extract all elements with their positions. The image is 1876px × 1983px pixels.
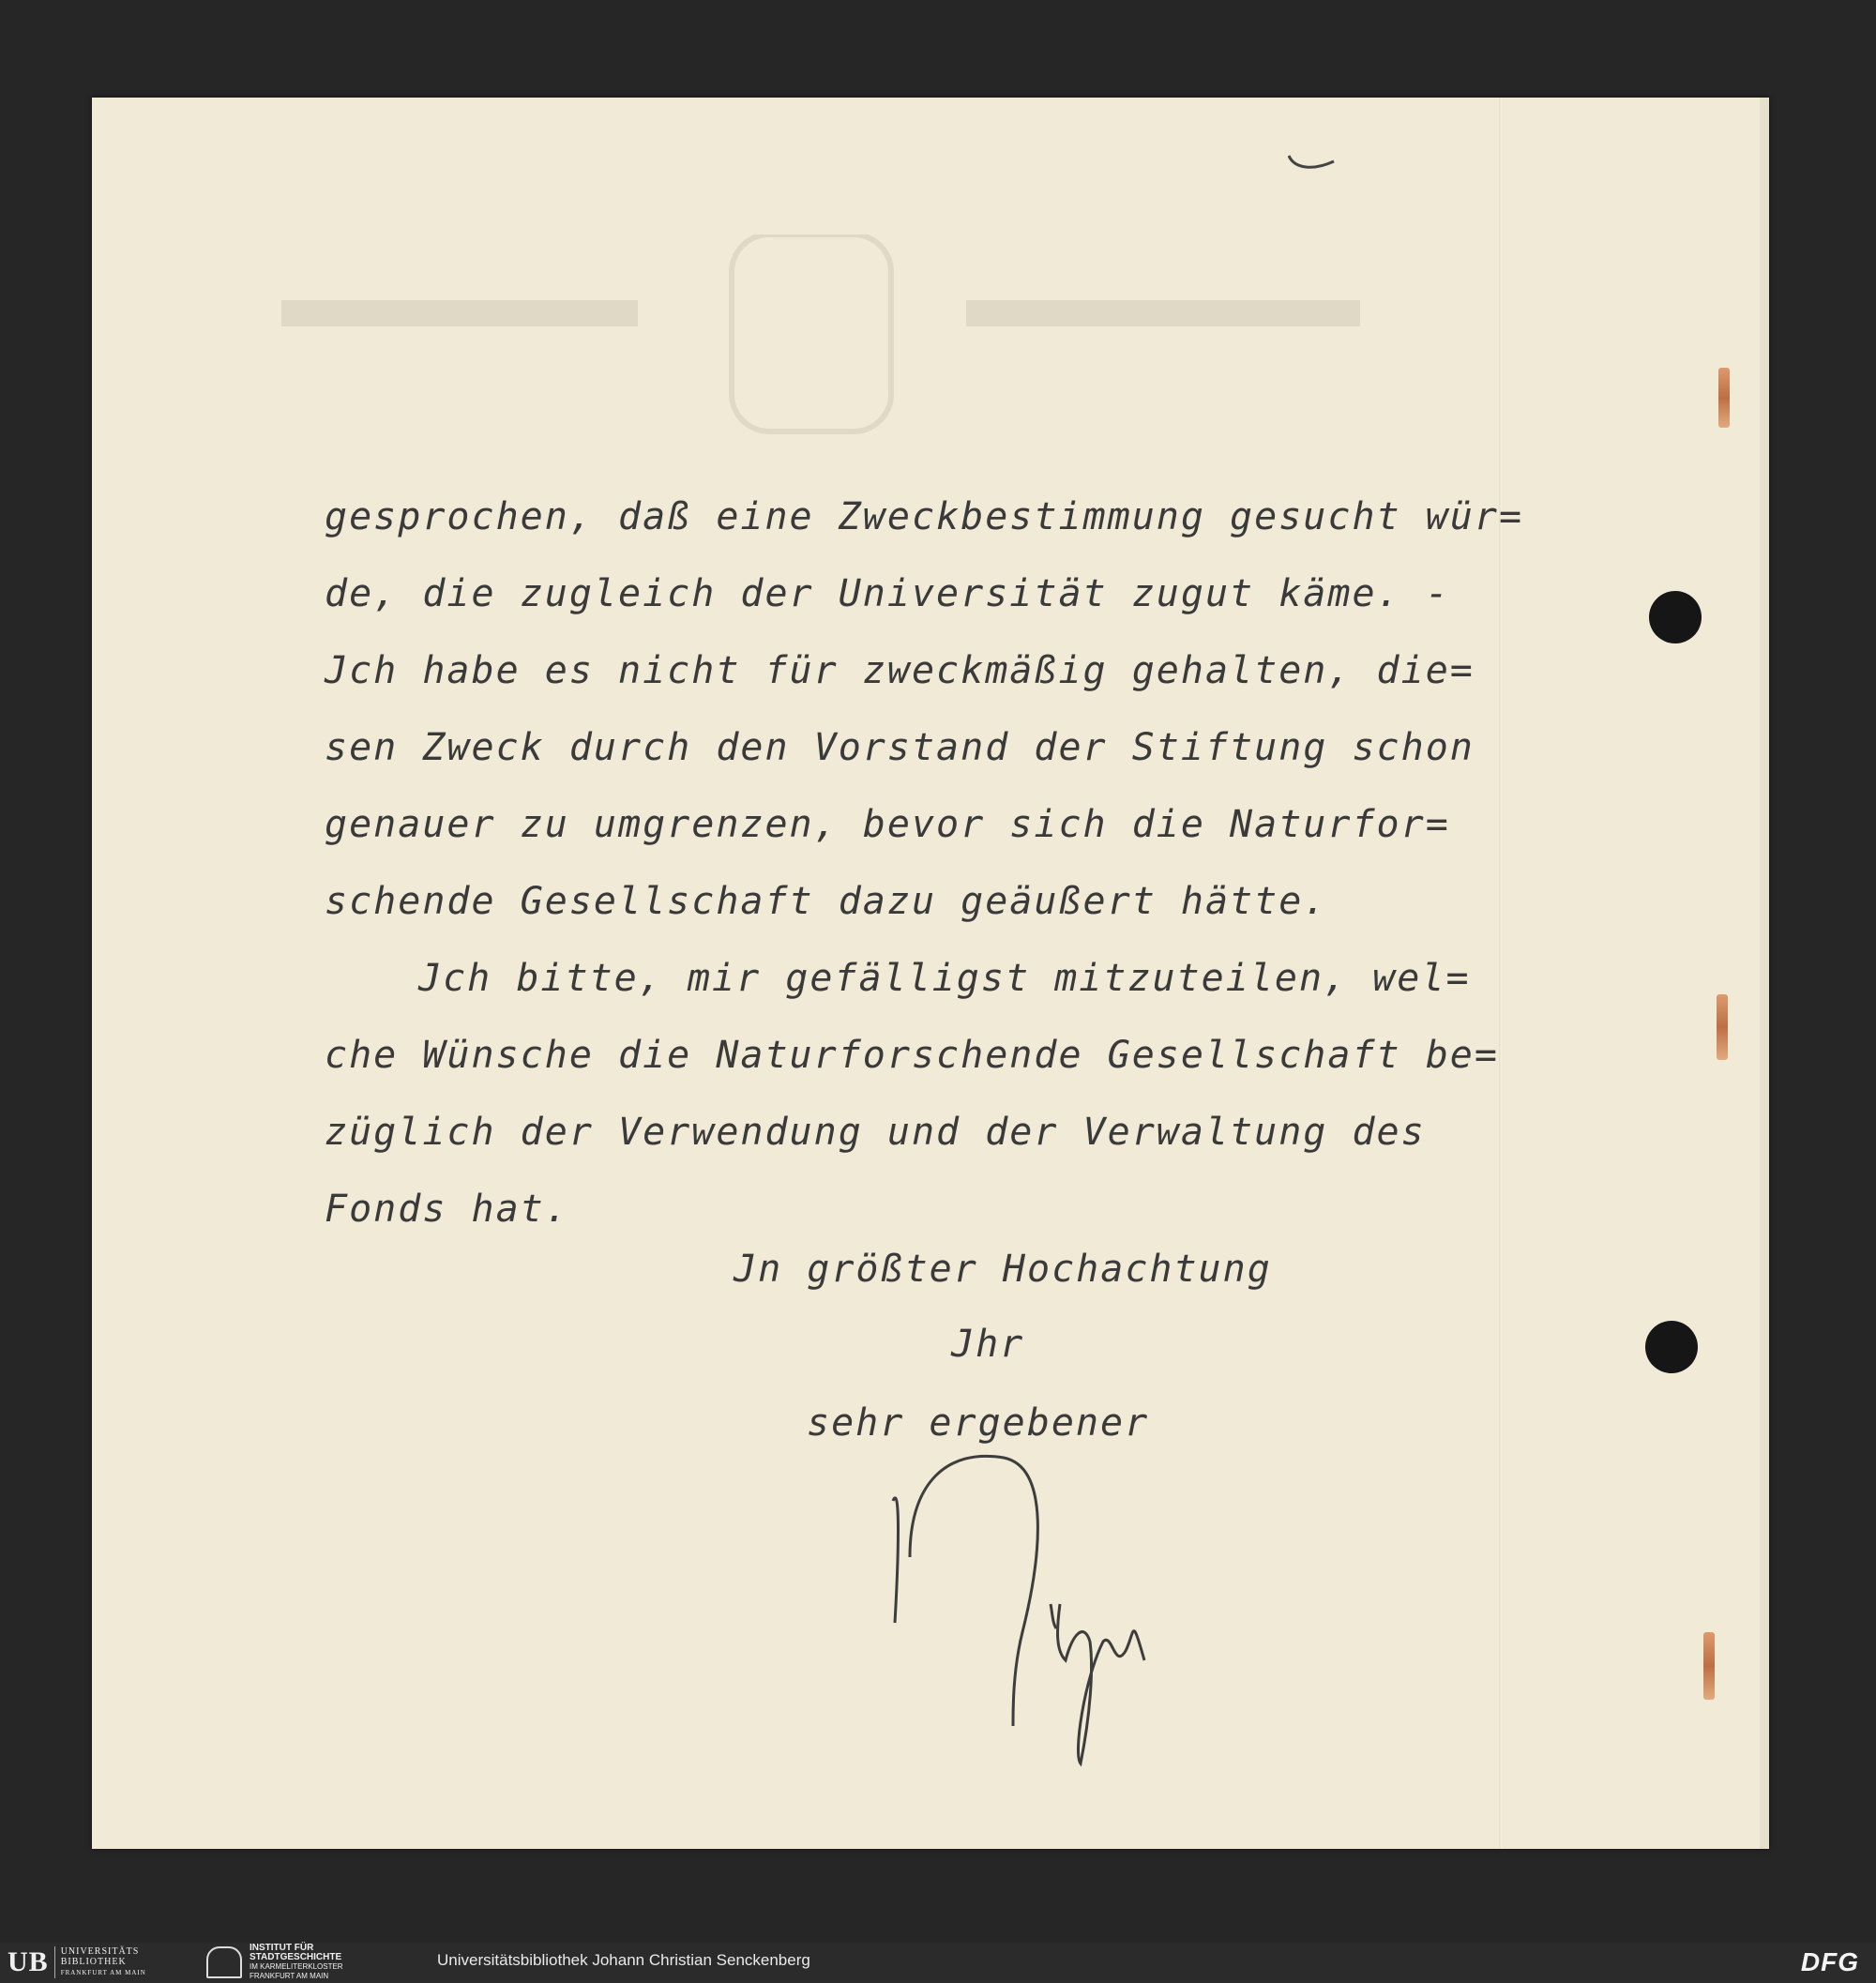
pencil-mark [1285,150,1341,182]
institute-logo [206,1943,343,1980]
letter-line: genauer zu umgrenzen, bevor sich die Naturfor= [325,803,1450,846]
institute-logo-line: IM KARMELITERKLOSTER [250,1962,343,1971]
handwritten-signature [872,1445,1172,1786]
letter-line: Jch bitte, mir gefälligst mitzuteilen, wel= [418,957,1471,1000]
ub-logo-line: BIBLIOTHEK [60,1957,127,1967]
closing-greeting: Jn größter Hochachtung [734,1248,1272,1291]
letter-body [325,478,1525,1248]
ub-logo [8,1947,146,1977]
page-edge [1760,98,1769,1849]
dfg-logo: DFG [1800,1947,1859,1976]
letter-line: de, die zugleich der Universität zugut käme. - [325,572,1450,615]
letter-line: sen Zweck durch den Vorstand der Stiftung schon [325,726,1475,769]
institute-logo-line: FRANKFURT AM MAIN [250,1972,329,1980]
institute-logo-line: INSTITUT FÜR [250,1943,314,1953]
punch-hole-upper [1649,591,1702,643]
letter-line: Fonds hat. [325,1188,569,1231]
ub-logo-line: FRANKFURT AM MAIN [60,1969,146,1976]
rust-stain [1718,368,1730,428]
closing-pronoun: Jhr [951,1323,1025,1366]
closing-signoff: sehr ergebener [807,1401,1150,1445]
letter-line: gesprochen, daß eine Zweckbestimmung gesucht wür= [325,495,1524,538]
letterhead-shadow [281,235,1454,441]
institute-logo-text [250,1944,343,1981]
institute-logo-icon [206,1946,242,1978]
letter-line: züglich der Verwendung und der Verwaltung des [325,1111,1426,1154]
ub-logo-line: UNIVERSITÄTS [60,1946,140,1957]
letter-line: che Wünsche die Naturforschende Gesellschaft be= [325,1034,1499,1077]
footer-bar [0,1942,1876,1983]
ub-logo-mark: UB [8,1946,49,1977]
letter-line: schende Gesellschaft dazu geäußert hätte. [325,880,1328,923]
institute-logo-line: STADTGESCHICHTE [250,1952,342,1962]
rust-stain [1703,1632,1715,1700]
library-name: Universitätsbibliothek Johann Christian Senckenberg [437,1951,810,1969]
rust-stain [1717,994,1728,1060]
punch-hole-lower [1645,1321,1698,1373]
letter-line: Jch habe es nicht für zweckmäßig gehalten, die= [325,649,1475,692]
ub-logo-text [54,1946,146,1978]
